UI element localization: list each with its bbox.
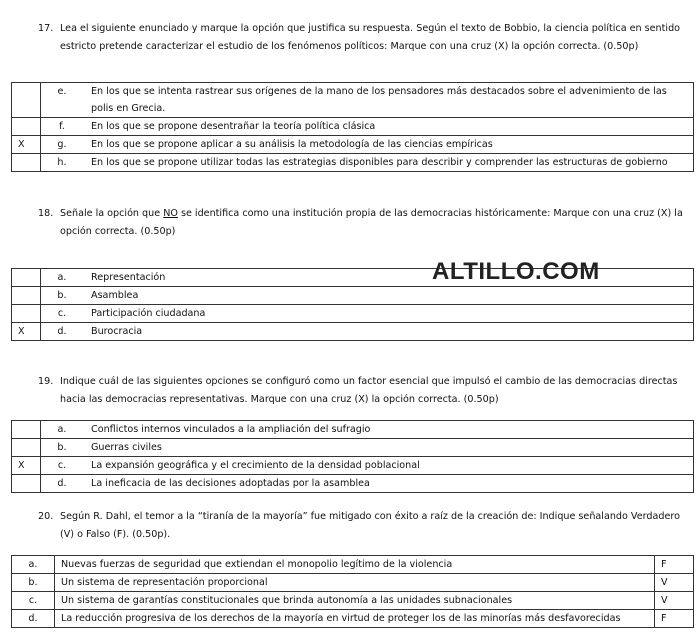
answer-mark[interactable] xyxy=(12,439,41,457)
question-text: Según R. Dahl, el temor a la “tiranía de la mayoría” fue mitigado con éxito a raíz de la creación de: Indique señalando Verdadero (V) o Falso (F). (0.50p). xyxy=(60,511,680,540)
option-text: Burocracia xyxy=(83,323,694,341)
table-row[interactable] xyxy=(12,83,694,118)
option-letter: b. xyxy=(41,439,84,457)
answer-mark[interactable] xyxy=(12,287,41,305)
question-number: 20. xyxy=(38,511,54,522)
option-text: En los que se propone utilizar todas las estrategias disponibles para describir y comprender las estructuras de gobierno xyxy=(83,154,694,172)
question-20-options-table xyxy=(11,555,694,628)
option-letter: d. xyxy=(12,610,55,628)
option-text: Participación ciudadana xyxy=(83,305,694,323)
answer-mark[interactable]: X xyxy=(12,136,41,154)
option-text: Un sistema de representación proporcional xyxy=(55,574,655,592)
true-false-answer[interactable]: F xyxy=(655,556,694,574)
question-18 xyxy=(38,205,688,241)
option-letter: b. xyxy=(12,574,55,592)
option-letter: d. xyxy=(41,475,84,493)
question-19 xyxy=(38,373,688,409)
table-row[interactable] xyxy=(12,610,694,628)
table-row[interactable] xyxy=(12,287,694,305)
question-17-options-table xyxy=(11,82,694,172)
question-text-part: se identifica como una institución propia de las democracias históricamente: Marque con una cruz (X) la opción correcta. (0.50p) xyxy=(60,208,683,237)
option-text: La expansión geográfica y el crecimiento de la densidad poblacional xyxy=(83,457,694,475)
altillo-watermark: ALTILLO.COM xyxy=(432,258,600,285)
question-text: Lea el siguiente enunciado y marque la opción que justifica su respuesta. Según el texto de Bobbio, la ciencia política en sentido estricto pretende caracterizar el estudio de los fenómenos políticos: Marque con una cruz (X) la opción correcta. (0.50p) xyxy=(60,23,681,52)
table-row[interactable] xyxy=(12,475,694,493)
option-letter: c. xyxy=(41,305,84,323)
table-row[interactable] xyxy=(12,323,694,341)
answer-mark[interactable] xyxy=(12,305,41,323)
answer-mark[interactable]: X xyxy=(12,457,41,475)
option-letter: f. xyxy=(41,118,84,136)
question-text xyxy=(60,205,688,241)
option-text: En los que se propone desentrañar la teoría política clásica xyxy=(83,118,694,136)
answer-mark[interactable] xyxy=(12,83,41,118)
table-row[interactable] xyxy=(12,556,694,574)
question-20 xyxy=(38,508,688,544)
answer-mark[interactable] xyxy=(12,154,41,172)
option-letter: c. xyxy=(41,457,84,475)
option-text: Guerras civiles xyxy=(83,439,694,457)
option-letter: e. xyxy=(41,83,84,118)
negation-underlined: NO xyxy=(163,208,178,219)
table-row[interactable] xyxy=(12,457,694,475)
question-text-part: Señale la opción que xyxy=(60,208,164,219)
table-row[interactable] xyxy=(12,305,694,323)
question-number: 19. xyxy=(38,376,54,387)
question-17 xyxy=(38,20,688,56)
option-letter: h. xyxy=(41,154,84,172)
answer-mark[interactable] xyxy=(12,475,41,493)
option-text: Conflictos internos vinculados a la ampliación del sufragio xyxy=(83,421,694,439)
question-text: Indique cuál de las siguientes opciones se configuró como un factor esencial que impulsó el cambio de las democracias directas hacia las democracias representativas. Marque con una cruz (X) la opción correcta. (0.50p) xyxy=(60,376,678,405)
option-letter: a. xyxy=(12,556,55,574)
true-false-answer[interactable]: V xyxy=(655,592,694,610)
option-letter: d. xyxy=(41,323,84,341)
question-number: 17. xyxy=(38,23,54,34)
table-row[interactable] xyxy=(12,592,694,610)
true-false-answer[interactable]: F xyxy=(655,610,694,628)
option-letter: a. xyxy=(41,269,84,287)
question-number: 18. xyxy=(38,208,54,219)
option-text: Asamblea xyxy=(83,287,694,305)
answer-mark[interactable]: X xyxy=(12,323,41,341)
option-letter: b. xyxy=(41,287,84,305)
option-letter: a. xyxy=(41,421,84,439)
table-row[interactable] xyxy=(12,118,694,136)
option-letter: g. xyxy=(41,136,84,154)
option-text: Un sistema de garantías constitucionales que brinda autonomía a las unidades subnacionales xyxy=(55,592,655,610)
question-19-options-table xyxy=(11,420,694,493)
option-text: La ineficacia de las decisiones adoptadas por la asamblea xyxy=(83,475,694,493)
table-row[interactable] xyxy=(12,439,694,457)
answer-mark[interactable] xyxy=(12,118,41,136)
option-text: La reducción progresiva de los derechos de la mayoría en virtud de proteger los de las minorías más desfavorecidas xyxy=(55,610,655,628)
table-row[interactable] xyxy=(12,136,694,154)
table-row[interactable] xyxy=(12,574,694,592)
option-text: En los que se intenta rastrear sus orígenes de la mano de los pensadores más destacados sobre el advenimiento de las polis en Grecia. xyxy=(83,83,694,118)
option-text: En los que se propone aplicar a su análisis la metodología de las ciencias empíricas xyxy=(83,136,694,154)
table-row[interactable] xyxy=(12,421,694,439)
table-row[interactable] xyxy=(12,154,694,172)
answer-mark[interactable] xyxy=(12,269,41,287)
option-letter: c. xyxy=(12,592,55,610)
option-text: Representación xyxy=(83,269,694,287)
option-text: Nuevas fuerzas de seguridad que extiendan el monopolio legítimo de la violencia xyxy=(55,556,655,574)
answer-mark[interactable] xyxy=(12,421,41,439)
true-false-answer[interactable]: V xyxy=(655,574,694,592)
